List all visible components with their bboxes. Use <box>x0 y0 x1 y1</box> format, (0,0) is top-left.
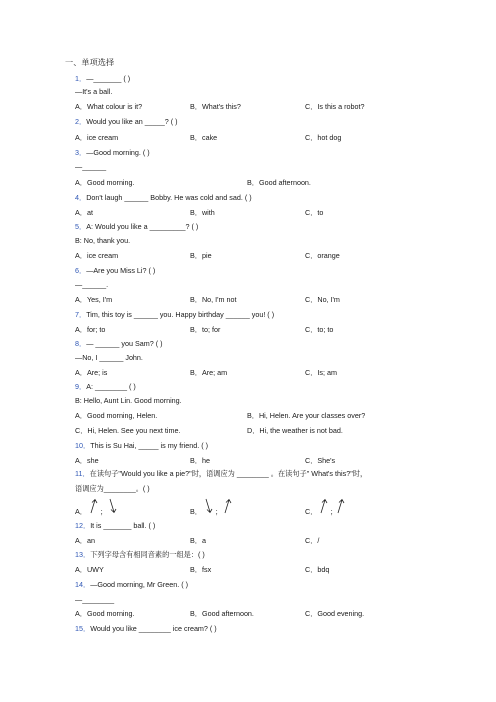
q6-option-c[interactable]: C．No, I'm <box>305 295 340 304</box>
option-separator: ； <box>100 507 108 516</box>
question-stem: 下列字母含有相同音素的一组是：( ) <box>90 550 205 559</box>
q14-option-a[interactable]: A．Good morning. <box>75 609 135 618</box>
option-letter: B． <box>190 507 202 516</box>
q8-option-a[interactable]: A．Are; is <box>75 368 108 377</box>
question-number: 8． <box>75 339 87 348</box>
question-stem: This is Su Hai, _____ is my friend. ( ) <box>90 441 209 450</box>
question-11 <box>75 469 367 478</box>
q14-option-c[interactable]: C．Good evening. <box>305 609 365 618</box>
section-title: 一、单项选择 <box>65 58 115 67</box>
question-number: 3． <box>75 148 87 157</box>
question-stem: —Are you Miss Li? ( ) <box>86 266 156 275</box>
q12-option-b[interactable]: B．a <box>190 536 206 545</box>
q3-option-a[interactable]: A．Good morning. <box>75 178 135 187</box>
q12-option-c[interactable]: C．/ <box>305 536 320 545</box>
question-number: 5． <box>75 222 87 231</box>
question-stem: Tim, this toy is ______ you. Happy birthday ______ you! ( ) <box>86 310 275 319</box>
falling-arrow-icon <box>108 498 118 514</box>
q9-option-d[interactable]: D．Hi, the weather is not bad. <box>247 426 343 435</box>
question-3 <box>75 148 150 157</box>
rising-arrow-icon <box>336 498 346 514</box>
question-9 <box>75 382 136 391</box>
question-4 <box>75 193 252 202</box>
question-stem: — ______ you Sam? ( ) <box>86 339 163 348</box>
question-number: 11． <box>75 469 90 478</box>
question-stem: A: ________ ( ) <box>86 382 136 391</box>
question-6-line2: —______. <box>75 280 109 289</box>
q8-option-b[interactable]: B．Are; am <box>190 368 228 377</box>
q6-option-b[interactable]: B．No, I'm not <box>190 295 237 304</box>
q1-option-c[interactable]: C．Is this a robot? <box>305 102 365 111</box>
option-letter: A． <box>75 507 87 516</box>
question-number: 1． <box>75 74 87 83</box>
question-number: 9． <box>75 382 87 391</box>
q14-option-b[interactable]: B．Good afternoon. <box>190 609 254 618</box>
question-number: 12． <box>75 521 91 530</box>
rising-arrow-icon <box>319 498 329 514</box>
question-stem: —_______ ( ) <box>86 74 131 83</box>
question-number: 4． <box>75 193 87 202</box>
rising-arrow-icon <box>223 498 233 514</box>
question-14 <box>75 580 188 589</box>
q7-option-b[interactable]: B．to; for <box>190 325 221 334</box>
q13-option-a[interactable]: A．UWY <box>75 565 104 574</box>
q2-option-c[interactable]: C．hot dog <box>305 133 342 142</box>
q2-option-b[interactable]: B．cake <box>190 133 218 142</box>
question-1-line2: —It's a ball. <box>75 87 113 96</box>
q13-option-b[interactable]: B．fsx <box>190 565 212 574</box>
question-7 <box>75 310 274 319</box>
question-14-line2: —________ <box>75 595 115 604</box>
question-number: 14． <box>75 580 91 589</box>
q10-option-c[interactable]: C．She's <box>305 456 336 465</box>
question-9-line2: B: Hello, Aunt Lin. Good morning. <box>75 396 182 405</box>
question-number: 15． <box>75 624 91 633</box>
q13-option-c[interactable]: C．bdq <box>305 565 330 574</box>
question-stem: —Good morning, Mr Green. ( ) <box>90 580 189 589</box>
question-number: 13． <box>75 550 91 559</box>
question-number: 10． <box>75 441 91 450</box>
q4-option-b[interactable]: B．with <box>190 208 215 217</box>
q4-option-c[interactable]: C．to <box>305 208 324 217</box>
question-1 <box>75 74 130 83</box>
question-number: 6． <box>75 266 87 275</box>
q12-option-a[interactable]: A．an <box>75 536 95 545</box>
q5-option-b[interactable]: B．pie <box>190 251 212 260</box>
q6-option-a[interactable]: A．Yes, I'm <box>75 295 113 304</box>
q11-option-a[interactable] <box>75 507 108 516</box>
q7-option-c[interactable]: C．to; to <box>305 325 334 334</box>
question-number: 7． <box>75 310 87 319</box>
q1-option-a[interactable]: A．What colour is it? <box>75 102 143 111</box>
q5-option-c[interactable]: C．orange <box>305 251 340 260</box>
question-stem: It is _______ ball. ( ) <box>90 521 156 530</box>
question-6 <box>75 266 155 275</box>
question-8-line2: —No, I ______ John. <box>75 353 143 362</box>
falling-arrow-icon <box>204 498 214 514</box>
question-stem: Would you like ________ ice cream? ( ) <box>90 624 217 633</box>
question-3-line2: —______ <box>75 162 107 171</box>
question-stem: A: Would you like a _________? ( ) <box>86 222 199 231</box>
question-12 <box>75 521 155 530</box>
question-11-line2: 语调应为________。( ) <box>75 484 150 493</box>
q9-option-c[interactable]: C．Hi, Helen. See you next time. <box>75 426 181 435</box>
q3-option-b[interactable]: B．Good afternoon. <box>247 178 311 187</box>
q7-option-a[interactable]: A．for; to <box>75 325 106 334</box>
rising-arrow-icon <box>89 498 99 514</box>
q5-option-a[interactable]: A．ice cream <box>75 251 119 260</box>
q9-option-b[interactable]: B．Hi, Helen. Are your classes over? <box>247 411 366 420</box>
q11-option-c[interactable] <box>305 507 338 516</box>
q8-option-c[interactable]: C．Is; am <box>305 368 337 377</box>
question-number: 2． <box>75 117 87 126</box>
question-5 <box>75 222 198 231</box>
question-10 <box>75 441 208 450</box>
q11-option-b[interactable] <box>190 507 223 516</box>
question-stem: Don't laugh ______ Bobby. He was cold and sad. ( ) <box>86 193 252 202</box>
question-stem: —Good morning. ( ) <box>86 148 150 157</box>
option-separator: ； <box>330 507 338 516</box>
option-separator: ； <box>215 507 223 516</box>
question-2 <box>75 117 178 126</box>
question-8 <box>75 339 163 348</box>
question-stem: 在读句子"Would you like a pie?"时，语调应为 ________ 。在读句子" What's this?"时， <box>89 469 368 478</box>
q4-option-a[interactable]: A．at <box>75 208 93 217</box>
q10-option-a[interactable]: A．she <box>75 456 99 465</box>
question-15 <box>75 624 217 633</box>
question-13 <box>75 550 205 559</box>
question-5-line2: B: No, thank you. <box>75 236 131 245</box>
q1-option-b[interactable]: B．What's this? <box>190 102 241 111</box>
q10-option-b[interactable]: B．he <box>190 456 210 465</box>
q2-option-a[interactable]: A．ice cream <box>75 133 119 142</box>
question-stem: Would you like an _____? ( ) <box>86 117 178 126</box>
q9-option-a[interactable]: A．Good morning, Helen. <box>75 411 158 420</box>
option-letter: C． <box>305 507 318 516</box>
